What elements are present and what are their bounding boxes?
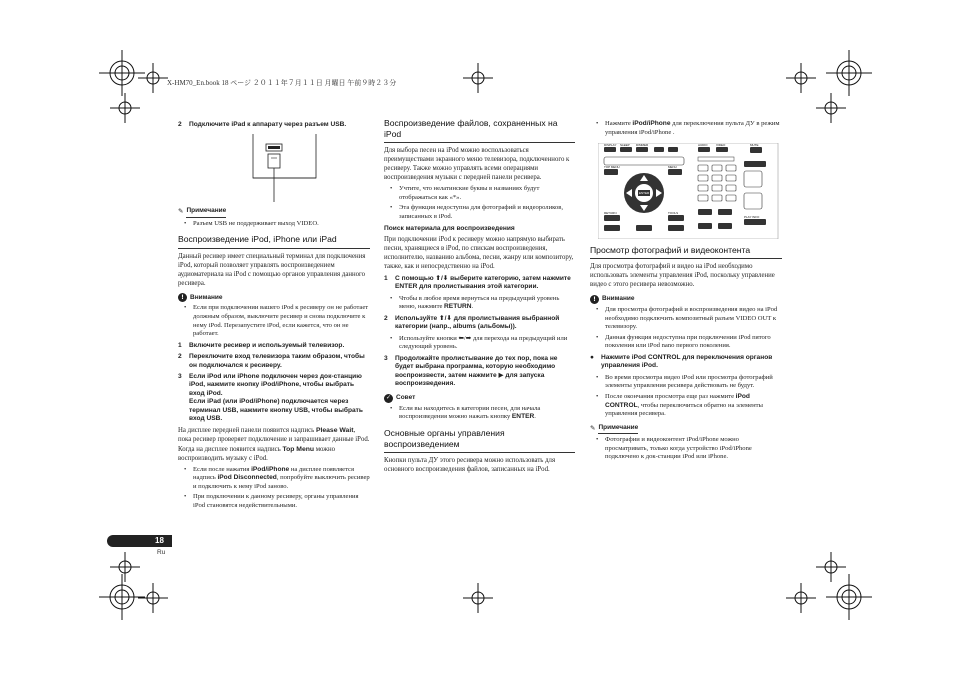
list-item: • Учтите, что нелатинские буквы в названиях будут отображаться как «*».: [390, 185, 540, 201]
remote-label: PLAY INFO: [744, 215, 760, 220]
remote-label: AUDIO: [698, 143, 708, 148]
tip-item: • Если вы находитесь в категории песен, для начала воспроизведения можно нажать кнопку ENTER.: [390, 404, 541, 421]
remote-label: SLEEP: [620, 143, 630, 148]
please-wait-text: На дисплее передней панели появится надпись Please Wait, пока ресивер проверяет подключение и запрашивает данные iPod.: [178, 426, 370, 443]
remote-label: MENU: [668, 165, 677, 170]
top-menu-text: Когда на дисплее появится надпись Top Menu можно воспроизводить музыку с iPod.: [178, 445, 335, 462]
column-left: [178, 118, 370, 512]
remote-label: TOOLS: [668, 211, 679, 216]
section-heading: Просмотр фотографий и видеоконтента: [590, 245, 782, 259]
list-item: • Эта функция недоступна для фотографий и видеороликов, записанных в iPod.: [390, 204, 564, 220]
step-ipod-control: ● Нажмите iPod CONTROL для переключения органов управления iPod.: [590, 354, 773, 370]
remote-label: MUTE: [750, 143, 759, 148]
remote-label: ENTER: [639, 191, 650, 196]
step-2: 2 Используйте ⬆/⬇ для пролистывания выбранной категории (напр., albums (альбомы)).: [384, 314, 560, 331]
list-item: • Используйте кнопки ⬅/➡ для перехода на предыдущий или следующий уровень.: [390, 334, 568, 351]
section-heading: Воспроизведение файлов, сохраненных на iPod: [384, 118, 575, 143]
crop-mark: [110, 93, 140, 123]
crop-mark: [138, 63, 168, 93]
crop-mark: [786, 583, 816, 613]
step-1: 1 С помощью ⬆/⬇ выберите категорию, затем нажмите ENTER для пролистывания этой категории.: [384, 274, 571, 291]
pencil-icon: ✎: [178, 208, 184, 216]
step-3: 3 Продолжайте пролистывание до тех пор, пока не будет выбрана программа, которую необходимо воспроизвести, затем нажмите ▶ для запуска воспроизведения.: [384, 354, 558, 388]
section-heading: Воспроизведение iPod, iPhone или iPad: [178, 234, 370, 248]
list-item: • Нажмите iPod/iPhone для переключения пульта ДУ в режим управления iPod/iPhone .: [596, 120, 780, 136]
list-item: • После окончания просмотра еще раз нажмите iPod CONTROL, чтобы переключиться обратно на элементы управления ресивера.: [596, 393, 763, 418]
registration-mark: [826, 50, 872, 96]
remote-control-illustration: [598, 143, 788, 239]
book-header: X-HM70_En.book 18 ページ ２０１１年７月１１日 月曜日 午前９時２３分: [167, 79, 397, 87]
remote-label: DIMMER: [636, 143, 649, 148]
disconnected-item: • Если после нажатия iPod/iPhone на дисплее появляется надпись iPod Disconnected, попробуйте выключить ресивер и подключить к нему iPod заново.: [184, 465, 370, 490]
caution-icon: !: [590, 295, 599, 304]
remote-label: VIDEO: [716, 143, 726, 148]
search-text: При подключении iPod к ресиверу можно напрямую выбирать песни, хранящиеся в iPod, по спискам воспроизведения, исполнителю, названию альбома, песни, жанру или композитору, также, как и непосредственно на iPod.: [384, 236, 574, 270]
remote-label: DISPLAY: [604, 143, 617, 148]
pencil-icon: ✎: [590, 424, 596, 432]
caution-header: ! Внимание: [590, 295, 782, 304]
crop-mark: [110, 552, 140, 582]
crop-mark: [816, 552, 846, 582]
tip-header: ✓ Совет: [385, 393, 416, 402]
crop-mark: [138, 583, 168, 613]
note-header: ✎ Примечание: [590, 424, 782, 434]
step-2-usb: 2 Подключите iPad к аппарату через разъем USB.: [178, 121, 347, 128]
note-item: • Разъем USB не поддерживает выход VIDEO.: [184, 219, 319, 227]
column-right: [590, 118, 782, 464]
crop-mark: [786, 63, 816, 93]
page-number: 18: [155, 536, 164, 545]
ipad-usb-illustration: [178, 132, 370, 202]
controls-item: • При подключении к данному ресиверу, органы управления iPod становятся недействительными.: [184, 493, 359, 509]
list-item: • Во время просмотра видео iPod или просмотра фотографий элементы управления ресивера действовать не будут.: [596, 373, 773, 390]
note-header: ✎ Примечание: [178, 207, 370, 217]
section-heading: Основные органы управления воспроизведением: [384, 428, 575, 453]
caution-item: • Данная функция недоступна при подключении iPod пятого поколения или iPod nano первого поколения.: [596, 333, 771, 350]
step-3: 3 Если iPod или iPhone подключен через док-станцию iPod, нажмите кнопку iPod/iPhone, чтобы выбрать вход iPod. Если iPad (или iPod/iPhone) подключается через терминал USB, нажмите кнопку USB, чтобы выбрать вход USB.: [178, 373, 363, 423]
intro-text: Данный ресивер имеет специальный терминал для подключения iPod, который позволяет управлять воспроизведением аудиоматериала на iPod с помощью органов управления данного ресивера.: [178, 252, 366, 287]
tip-icon: ✓: [385, 394, 392, 402]
subheading: Поиск материала для воспроизведения: [384, 225, 515, 233]
crop-mark: [816, 93, 846, 123]
language-code: Ru: [157, 549, 166, 556]
caution-item: • Для просмотра фотографий и воспроизведения видео на iPod необходимо подключить композитный разъем VIDEO OUT к телевизору.: [596, 306, 778, 331]
intro-text: Для просмотра фотографий и видео на iPod необходимо использовать элементы управления iPod, поскольку управление видео с этого ресивера невозможно.: [590, 263, 775, 289]
remote-label: RETURN: [604, 211, 617, 216]
controls-text: Кнопки пульта ДУ этого ресивера можно использовать для основного воспроизведения файлов, записанных на iPod.: [384, 457, 556, 474]
crop-mark: [463, 63, 493, 93]
caution-item: • Если при подключении вашего iPod к ресиверу он не работает должным образом, выключите ресивер и снова подключите к нему iPod. Перезапустите iPod, если кажется, что он не работает.: [184, 304, 369, 338]
crop-mark: [463, 583, 493, 613]
step-1: 1 Включите ресивер и используемый телевизор.: [178, 341, 345, 349]
caution-header: ! Внимание: [178, 293, 370, 302]
intro-text: Для выбора песен на iPod можно воспользоваться преимуществами экранного меню телевизора, подключенного к ресиверу. Также можно управлять всеми операциями воспроизведения музыки с передней панели ресивера.: [384, 147, 570, 182]
caution-icon: !: [178, 293, 187, 302]
column-middle: [384, 118, 575, 476]
remote-label: TOP MENU: [604, 165, 620, 170]
step-2: 2 Переключите вход телевизора таким образом, чтобы он подключался к ресиверу.: [178, 353, 365, 369]
list-item: • Чтобы в любое время вернуться на предыдущий уровень меню, нажмите RETURN.: [390, 294, 560, 311]
note-item: • Фотографии и видеоконтент iPod/iPhone можно просматривать, только когда устройство iPod/iPhone подключено к док-станции iPod или iPhone.: [596, 436, 752, 461]
